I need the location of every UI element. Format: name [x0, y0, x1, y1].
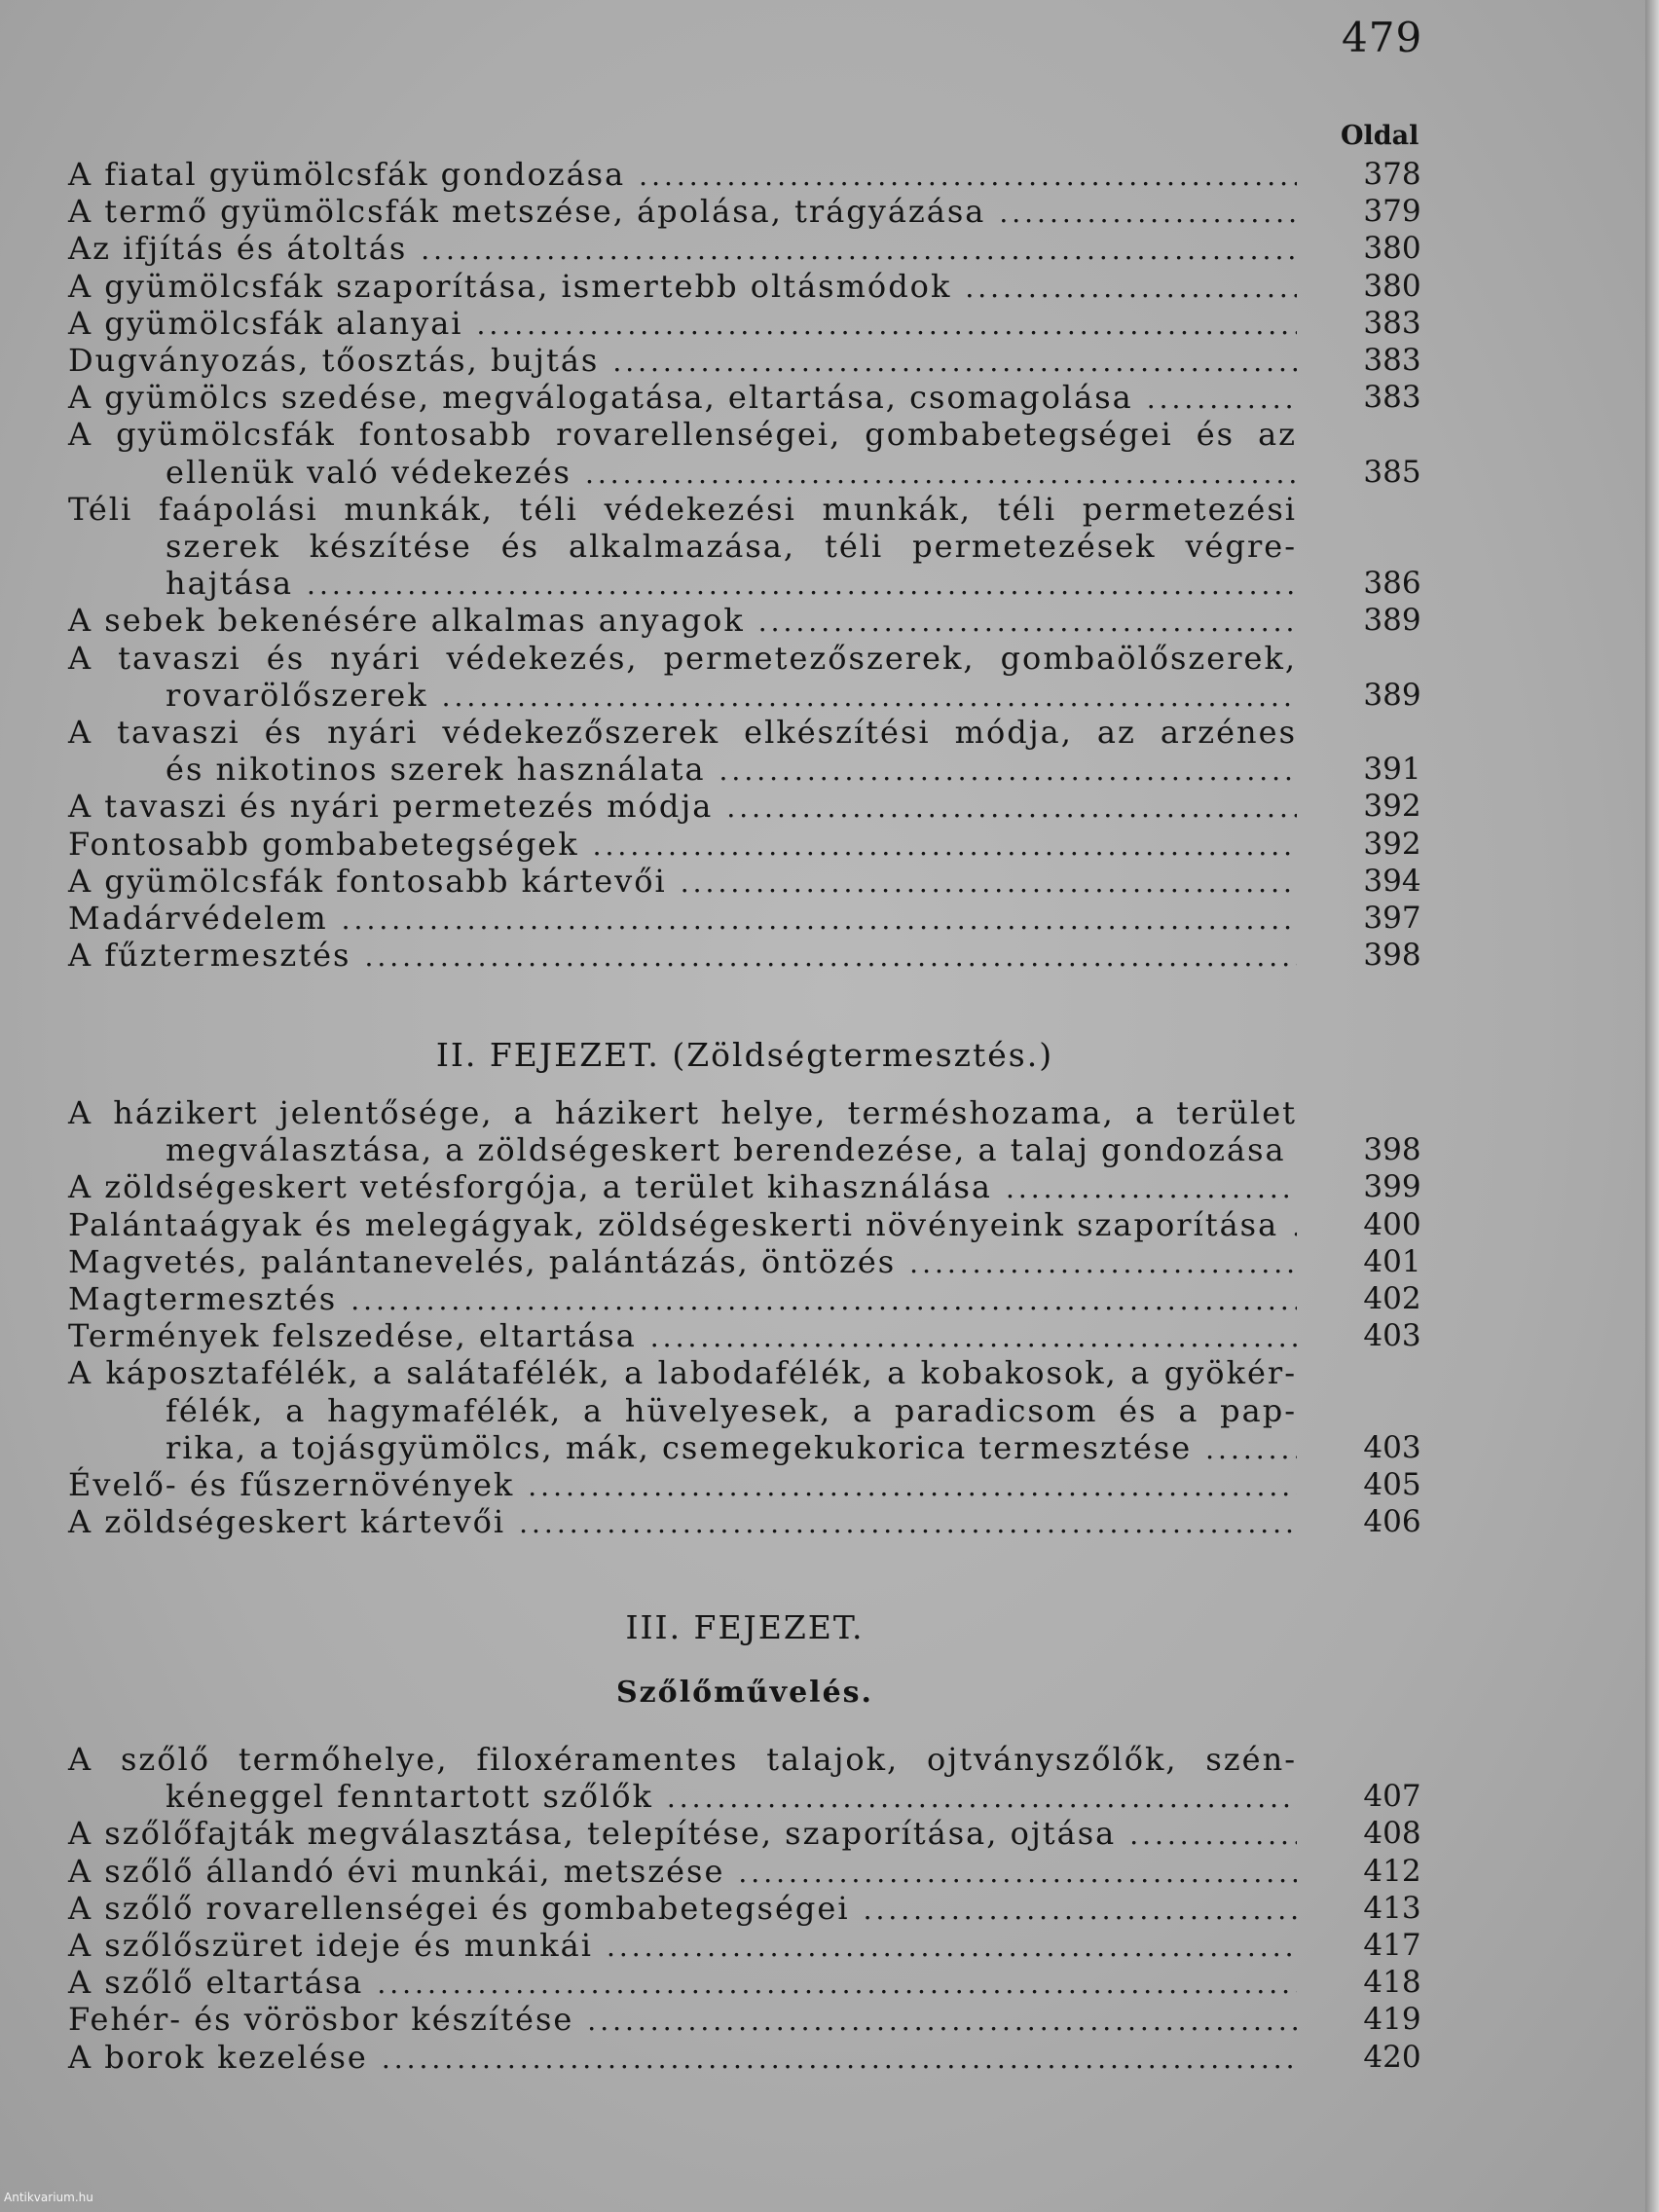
toc-page-number: 383	[1363, 343, 1421, 378]
toc-page-number: 402	[1363, 1281, 1421, 1316]
toc-page-number: 392	[1363, 826, 1421, 862]
toc-entry-text: A gyümölcsfák alanyai	[68, 304, 463, 342]
toc-entry-line	[68, 268, 1297, 307]
toc-entry-line	[68, 193, 1297, 232]
toc-page-number: 398	[1363, 938, 1421, 974]
toc-entry-line	[68, 2001, 1297, 2040]
toc-page-number: 419	[1363, 2002, 1421, 2038]
dot-leader	[1292, 1208, 1297, 1245]
dot-leader	[681, 865, 1297, 902]
toc-page-number: 383	[1363, 305, 1421, 341]
toc-page-number: 392	[1363, 789, 1421, 825]
toc-entry-line	[166, 565, 1297, 604]
toc-entry-line	[68, 900, 1297, 939]
toc-page-number: 389	[1363, 677, 1421, 713]
toc-entry-text: ellenük való védekezés	[166, 453, 571, 491]
toc-page-number: 379	[1363, 194, 1421, 230]
toc-page-number: 407	[1363, 1779, 1421, 1815]
toc-entry-line	[68, 1815, 1297, 1854]
toc-entry-line	[68, 230, 1297, 269]
toc-page-number: 418	[1363, 1965, 1421, 2001]
toc-entry-line: A gyümölcsfák fontosabb rovarellenségei, gombabetegségei és az	[68, 416, 1297, 454]
dot-leader	[1147, 381, 1297, 418]
dot-leader	[1006, 1170, 1297, 1207]
dot-leader	[585, 456, 1297, 493]
toc-entry-text: Termények felszedése, eltartása	[68, 1317, 637, 1355]
toc-entry-text: A gyümölcs szedése, megválogatása, eltartása, csomagolása	[68, 379, 1133, 417]
toc-entry-line	[166, 751, 1297, 790]
dot-leader	[612, 344, 1297, 381]
toc-entry-text: A fiatal gyümölcsfák gondozása	[68, 156, 626, 193]
dot-leader	[864, 1892, 1297, 1929]
toc-entry-line	[68, 788, 1297, 827]
toc-entry-line	[68, 602, 1297, 641]
page-number: 479	[1342, 14, 1423, 61]
chapter-heading-2: II. FEJEZET. (Zöldségtermesztés.)	[435, 1036, 1054, 1074]
dot-leader	[382, 2041, 1297, 2078]
chapter-subheading-3: Szőlőművelés.	[615, 1676, 873, 1710]
toc-entry-line	[68, 1964, 1297, 2003]
dot-leader	[738, 1855, 1297, 1892]
toc-entry-text: Az ifjítás és átoltás	[68, 230, 408, 268]
toc-entry-line	[68, 1466, 1297, 1505]
toc-entry-line	[68, 156, 1297, 195]
dot-leader	[639, 158, 1297, 195]
dot-leader	[719, 753, 1297, 790]
toc-entry-line: Téli faápolási munkák, téli védekezési munkák, téli permetezési	[68, 490, 1297, 528]
toc-page-number: 403	[1363, 1318, 1421, 1354]
toc-entry-text: A szőlő rovarellenségei és gombabetegségei	[68, 1889, 850, 1927]
dot-leader	[528, 1468, 1297, 1505]
toc-entry-line: félék, a hagymafélék, a hüvelyesek, a paradicsom és a pap-	[166, 1391, 1297, 1429]
toc-page-number: 420	[1363, 2039, 1421, 2075]
dot-leader	[607, 1929, 1297, 1966]
dot-leader	[342, 902, 1297, 939]
toc-page-number: 389	[1363, 603, 1421, 639]
dot-leader	[442, 679, 1297, 716]
toc-entry-line	[68, 1280, 1297, 1319]
toc-page-number: 412	[1363, 1853, 1421, 1889]
toc-entry-line	[68, 379, 1297, 418]
toc-entry-line	[68, 1206, 1297, 1245]
toc-entry-line	[68, 1503, 1297, 1542]
toc-page-number: 394	[1363, 863, 1421, 899]
toc-entry-line: A házikert jelentősége, a házikert helye, terméshozama, a terület	[68, 1094, 1297, 1131]
page-column-header: Oldal	[1341, 121, 1419, 151]
toc-page-number: 417	[1363, 1928, 1421, 1963]
toc-page-number: 408	[1363, 1816, 1421, 1852]
dot-leader	[421, 232, 1297, 269]
dot-leader	[364, 939, 1297, 976]
toc-page-number: 413	[1363, 1890, 1421, 1926]
toc-entry-line	[68, 1317, 1297, 1356]
dot-leader	[587, 2003, 1297, 2040]
toc-entry-line	[68, 342, 1297, 381]
toc-page-number: 383	[1363, 380, 1421, 416]
toc-page-number: 400	[1363, 1206, 1421, 1242]
toc-entry-text: A zöldségeskert vetésforgója, a terület kihasználása	[68, 1168, 992, 1206]
toc-entry-text: rovarölőszerek	[166, 676, 428, 714]
toc-entry-line	[166, 1429, 1297, 1468]
toc-page-number: 380	[1363, 231, 1421, 267]
toc-entry-text: kéneggel fenntartott szőlők	[166, 1778, 653, 1816]
toc-entry-line	[68, 305, 1297, 344]
toc-entry-text: A termő gyümölcsfák metszése, ápolása, trágyázása	[68, 193, 986, 231]
dot-leader	[667, 1780, 1297, 1817]
toc-entry-text: Évelő- és fűszernövények	[68, 1466, 515, 1503]
toc-entry-line	[68, 1927, 1297, 1966]
toc-entry-line: A szőlő termőhelye, filoxéramentes talajok, ojtványszőlők, szén-	[68, 1741, 1297, 1778]
dot-leader	[307, 567, 1297, 604]
toc-entry-text: A szőlő állandó évi munkái, metszése	[68, 1852, 725, 1890]
toc-entry-text: A szőlő eltartása	[68, 1964, 364, 2002]
dot-leader	[650, 1319, 1297, 1356]
toc-entry-text: rika, a tojásgyümölcs, mák, csemegekukorica termesztése	[166, 1428, 1193, 1466]
toc-entry-text: Madárvédelem	[68, 900, 328, 937]
toc-entry-line	[166, 677, 1297, 716]
toc-entry-line	[166, 1778, 1297, 1817]
watermark: Antikvarium.hu	[4, 2191, 93, 2204]
toc-entry-text: Fontosabb gombabetegségek	[68, 825, 579, 863]
dot-leader	[593, 828, 1297, 865]
toc-page-number: 405	[1363, 1467, 1421, 1502]
toc-entry-line	[166, 1131, 1297, 1170]
dot-leader	[1129, 1817, 1297, 1854]
toc-entry-text: A sebek bekenésére alkalmas anyagok	[68, 602, 745, 640]
toc-entry-text: A szőlőfajták megválasztása, telepítése, szaporítása, ojtása	[68, 1815, 1117, 1853]
toc-entry-line	[68, 826, 1297, 865]
toc-entry-text: A szőlőszüret ideje és munkái	[68, 1927, 593, 1964]
toc-entry-text: A gyümölcsfák fontosabb kártevői	[68, 862, 667, 900]
toc-entry-line	[68, 863, 1297, 902]
dot-leader	[965, 270, 1297, 307]
toc-entry-line	[68, 2039, 1297, 2078]
toc-entry-line	[68, 1890, 1297, 1929]
toc-entry-line: A káposztafélék, a salátafélék, a labodafélék, a kobakosok, a gyökér-	[68, 1354, 1297, 1392]
toc-entry-line: szerek készítése és alkalmazása, téli permetezések végre-	[166, 528, 1297, 565]
toc-page-number: 399	[1363, 1169, 1421, 1205]
toc-entry-text: A tavaszi és nyári permetezés módja	[68, 788, 714, 826]
toc-entry-text: A zöldségeskert kártevői	[68, 1503, 506, 1541]
toc-entry-text: hajtása	[166, 565, 294, 603]
toc-entry-text: Magtermesztés	[68, 1280, 338, 1317]
toc-entry-text: A fűztermesztés	[68, 937, 351, 975]
toc-entry-line	[68, 1853, 1297, 1892]
toc-entry-text: Magvetés, palántanevelés, palántázás, öntözés	[68, 1242, 897, 1280]
toc-entry-line	[68, 1243, 1297, 1282]
toc-page-number: 380	[1363, 268, 1421, 304]
toc-page-number: 397	[1363, 901, 1421, 936]
chapter-heading-3: III. FEJEZET.	[625, 1608, 865, 1646]
toc-page-number: 378	[1363, 157, 1421, 192]
toc-page-number: 398	[1363, 1132, 1421, 1168]
dot-leader	[758, 604, 1297, 641]
dot-leader	[1205, 1431, 1297, 1468]
toc-entry-text: Fehér- és vörösbor készítése	[68, 2001, 574, 2039]
toc-entry-text: és nikotinos szerek használata	[166, 751, 706, 789]
toc-entry-text: A borok kezelése	[68, 2038, 368, 2076]
toc-entry-text: megválasztása, a zöldségeskert berendezése, a talaj gondozása	[166, 1131, 1286, 1169]
toc-page-number: 406	[1363, 1504, 1421, 1540]
dot-leader	[377, 1966, 1297, 2003]
toc-page-number: 391	[1363, 752, 1421, 788]
toc-entry-text: Dugványozás, tőosztás, bujtás	[68, 342, 600, 379]
toc-entry-text: A gyümölcsfák szaporítása, ismertebb oltásmódok	[68, 267, 952, 305]
dot-leader	[519, 1505, 1297, 1542]
toc-entry-line	[68, 937, 1297, 976]
toc-page-number: 386	[1363, 566, 1421, 602]
toc-entry-line	[68, 1168, 1297, 1207]
dot-leader	[477, 307, 1297, 344]
toc-page-number: 403	[1363, 1429, 1421, 1465]
dot-leader	[999, 195, 1297, 232]
toc-entry-line	[166, 454, 1297, 493]
dot-leader	[350, 1282, 1297, 1319]
toc-entry-line: A tavaszi és nyári védekezőszerek elkészítési módja, az arzénes	[68, 714, 1297, 751]
dot-leader	[726, 790, 1297, 827]
toc-entry-text: Palántaágyak és melegágyak, zöldségeskerti növényeink szaporítása	[68, 1205, 1279, 1243]
toc-page-number: 401	[1363, 1243, 1421, 1279]
toc-page-number: 385	[1363, 454, 1421, 490]
toc-entry-line: A tavaszi és nyári védekezés, permetezőszerek, gombaölőszerek,	[68, 639, 1297, 677]
dot-leader	[909, 1245, 1297, 1282]
page-edge	[1645, 0, 1659, 2212]
